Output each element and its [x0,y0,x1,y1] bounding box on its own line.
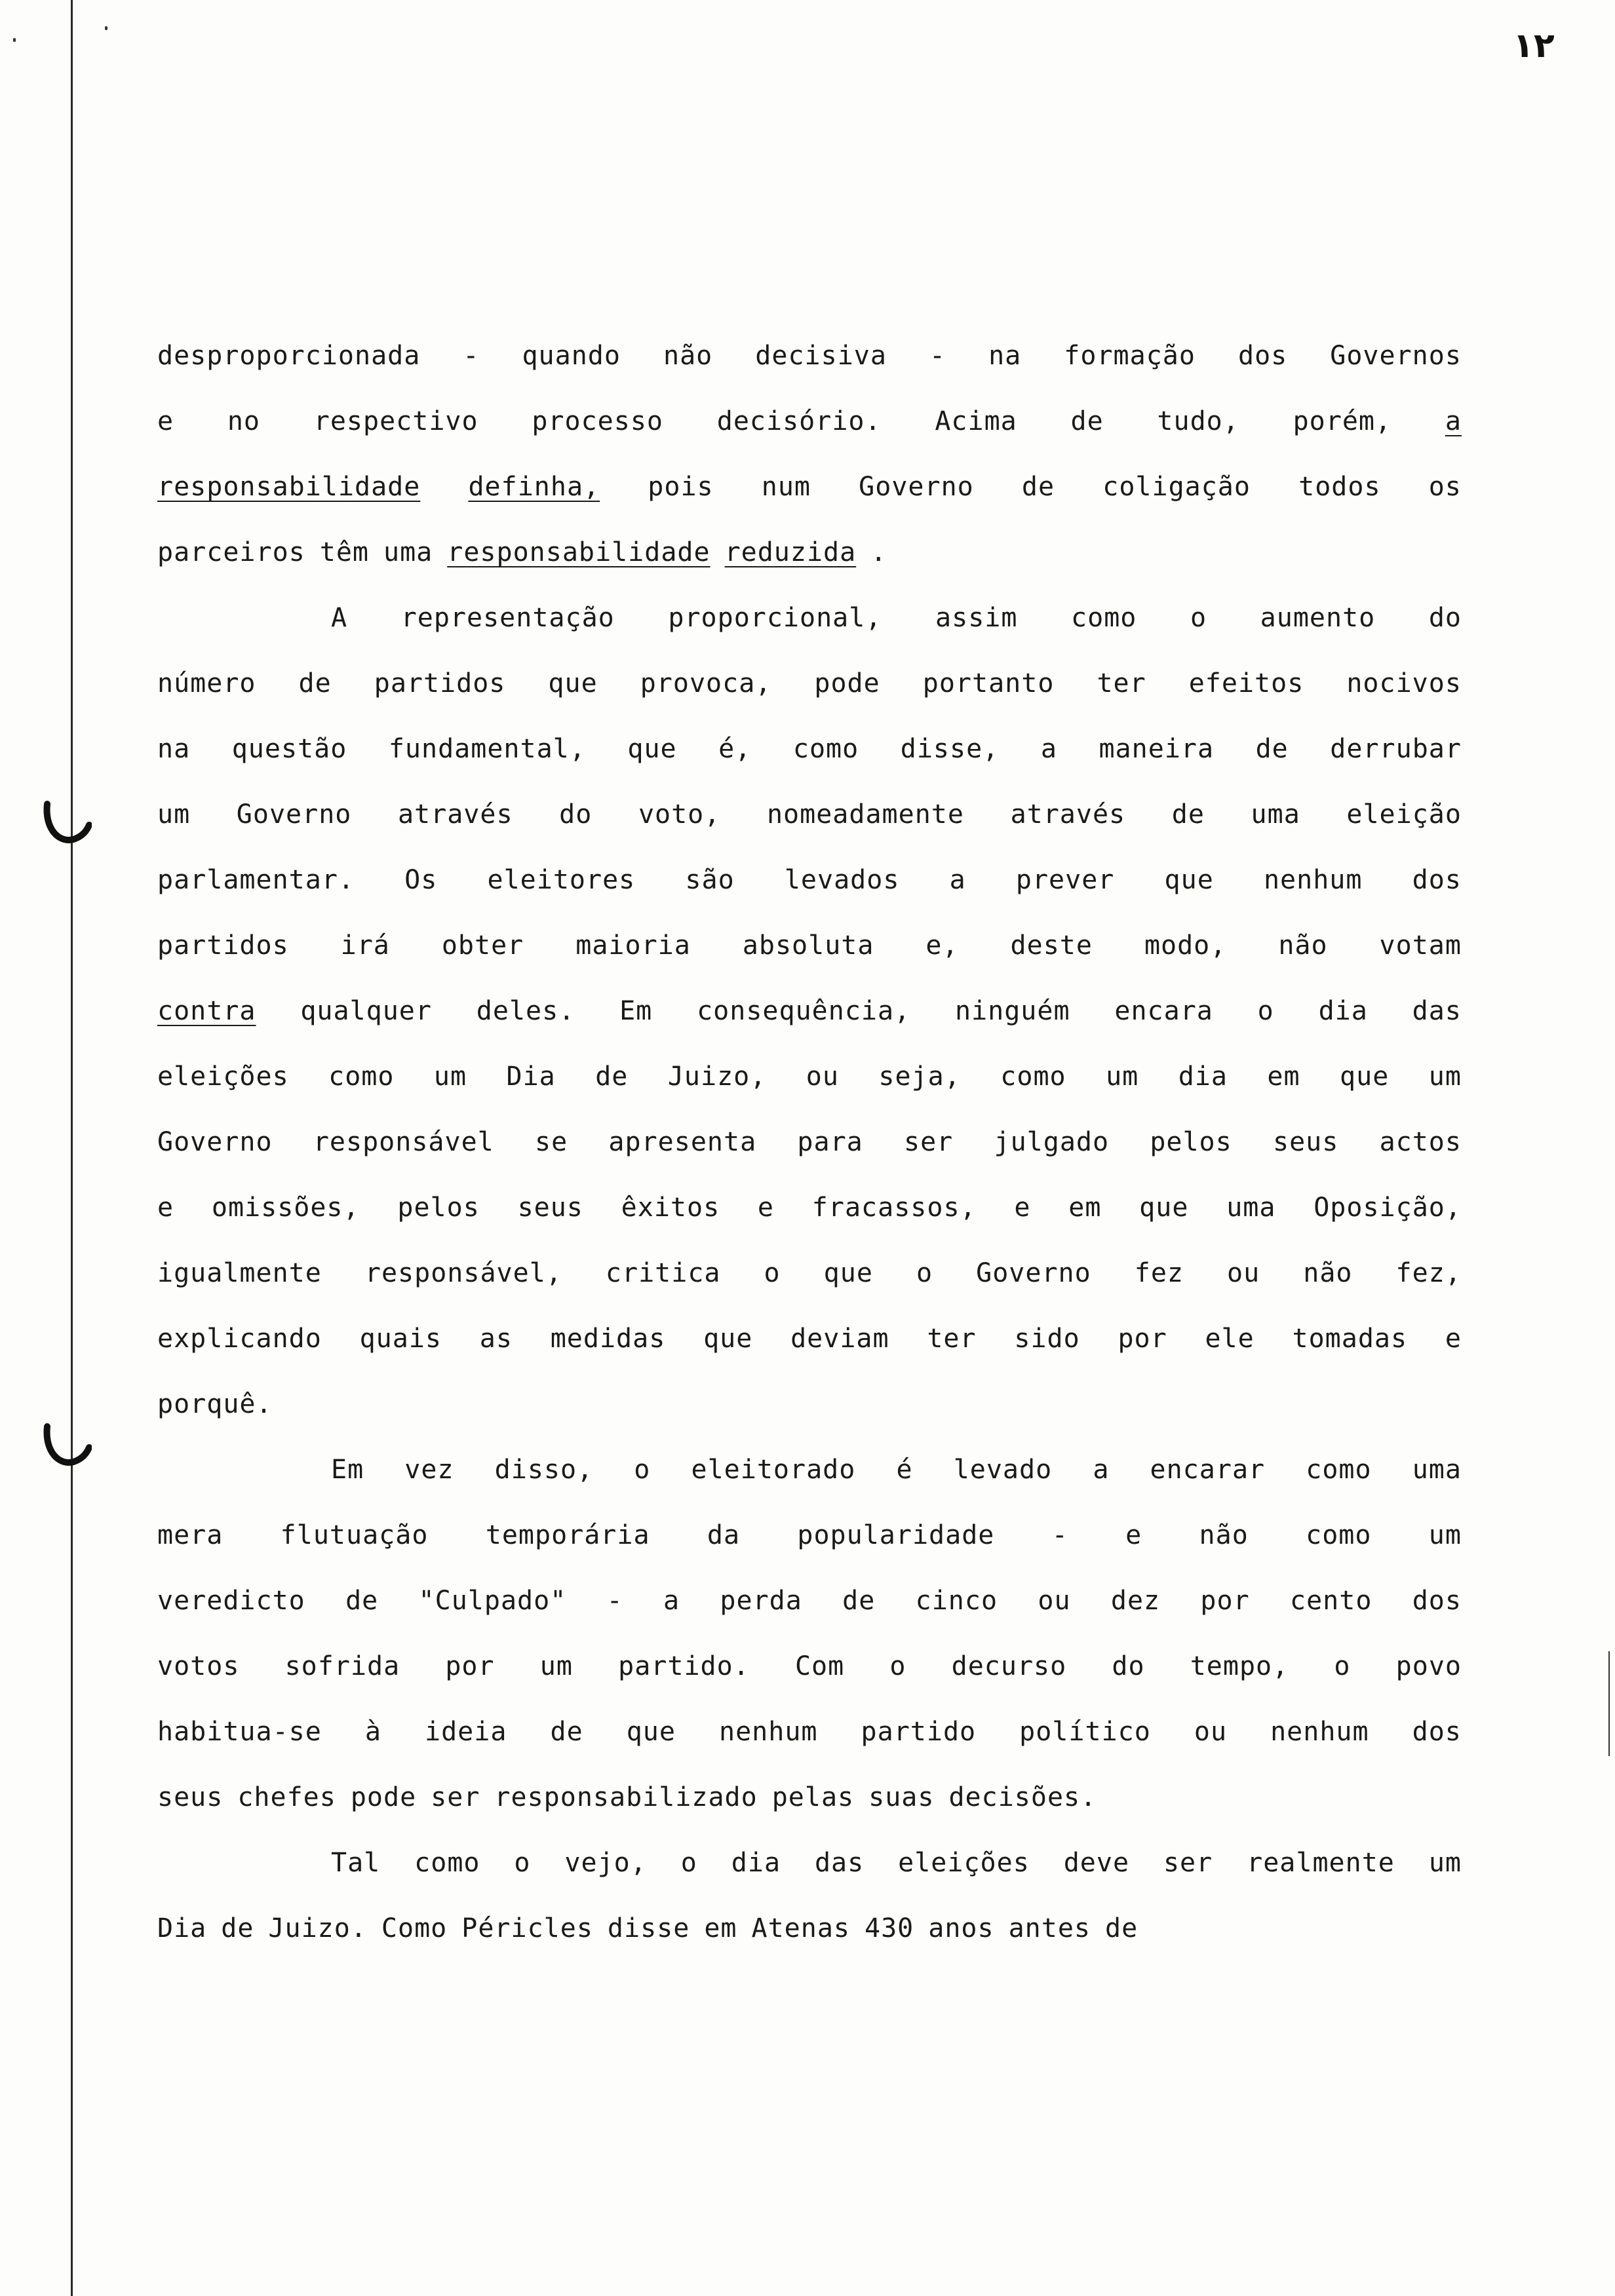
word: das [1412,996,1462,1026]
word: porquê. [157,1389,273,1419]
word: e [1014,1193,1031,1223]
text-line [157,1389,1462,1455]
word: como [414,1848,480,1878]
word: um [539,1651,573,1681]
word: provoca, [640,668,772,698]
word: o [916,1258,933,1288]
word: nenhum [719,1717,818,1747]
word: as [479,1324,513,1354]
word: Os [404,865,438,895]
word: responsabilizado [494,1782,758,1812]
word: formação [1064,341,1196,371]
word: - [1051,1520,1068,1550]
word: cinco [915,1586,998,1616]
paragraph [157,603,1462,1455]
text-line [157,406,1462,472]
word: de [1105,1913,1138,1943]
word: um [433,1062,467,1092]
word: veredicto [157,1586,305,1616]
text-line [157,1520,1462,1586]
word: dia [731,1848,781,1878]
word: Juizo, [667,1062,767,1092]
word: dos [1412,865,1462,895]
word: Dia [506,1062,556,1092]
word: Juizo. [268,1913,367,1943]
word: que [703,1324,753,1354]
word: número [157,668,256,698]
word: eleições [898,1848,1030,1878]
word: deviam [790,1324,889,1354]
word: têm [319,537,369,567]
word: em [1267,1062,1300,1092]
word: que [1340,1062,1390,1092]
word: disso, [494,1455,594,1485]
word: pode [350,1782,417,1812]
word: Em [619,996,653,1026]
word: tomadas [1292,1324,1408,1354]
word: suas [868,1782,935,1812]
word: nomeadamente [766,799,964,830]
word: votos [157,1651,240,1681]
word: levados [784,865,900,895]
word: questão [231,734,347,764]
word: é, [718,734,752,764]
word: por [445,1651,495,1681]
word: e [757,1193,775,1223]
word: da [707,1520,741,1550]
word: dos [1412,1717,1462,1747]
text-line [157,865,1462,930]
word: explicando [157,1324,322,1354]
word: todos [1298,472,1381,502]
word: o [764,1258,781,1288]
word: medidas [550,1324,666,1354]
text-line [157,1324,1462,1389]
paragraph [157,341,1462,603]
text-line [157,1848,1462,1913]
word: decisiva [755,341,887,371]
word: realmente [1247,1848,1395,1878]
word: um [1106,1062,1139,1092]
word: seus [1272,1127,1339,1157]
text-line [157,1193,1462,1258]
word: que [1139,1193,1189,1223]
word: o [514,1848,531,1878]
word: disse [607,1913,690,1943]
word: coligação [1102,472,1251,502]
word: do [1112,1651,1145,1681]
word: critica [605,1258,721,1288]
word: e, [925,930,959,961]
word: voto, [638,799,721,830]
word: Governo [976,1258,1091,1288]
word: pelos [1150,1127,1232,1157]
word: de [1255,734,1289,764]
word: a [949,865,966,895]
word: ideia [425,1717,507,1747]
word: que [548,668,598,698]
word: consequência, [697,996,911,1026]
word: a [1093,1455,1110,1485]
word: dos [1412,1586,1462,1616]
word: anos [928,1913,994,1943]
word: parceiros [157,537,305,567]
word: pelos [397,1193,480,1223]
text-line [157,1586,1462,1651]
word: maioria [575,930,691,961]
text-line [157,1455,1462,1520]
word: efeitos [1188,668,1304,698]
text-line [157,1717,1462,1782]
word: encara [1114,996,1213,1026]
word: Como [381,1913,448,1943]
scan-speck [13,38,16,42]
word: - [606,1586,623,1616]
word: qualquer [300,996,432,1026]
word: partidos [374,668,506,698]
word: em [704,1913,737,1943]
word: de [1171,799,1205,830]
word: ele [1205,1324,1255,1354]
word: responsável [313,1127,494,1157]
word: irá [340,930,390,961]
word: se [534,1127,568,1157]
page-number: ١٢ [1513,26,1555,66]
word: e [1125,1520,1142,1550]
underlined-word: responsabilidade [447,537,710,567]
word: portanto [922,668,1055,698]
word: tempo, [1190,1651,1289,1681]
word: - [463,341,480,371]
word: chefes [237,1782,336,1812]
word: político [1019,1717,1151,1747]
word: ou [1194,1717,1228,1747]
word: eleições [157,1062,289,1092]
word: respectivo [313,406,478,436]
word: o [1334,1651,1351,1681]
word: partidos [157,930,289,961]
word: fundamental, [388,734,586,764]
word: de [1070,406,1104,436]
word: ou [1227,1258,1260,1288]
word: actos [1379,1127,1462,1157]
word: fez, [1395,1258,1462,1288]
word: obter [441,930,524,961]
word: nenhum [1263,865,1363,895]
word: modo, [1144,930,1227,961]
text-line [157,472,1462,537]
word: os [1428,472,1462,502]
word: absoluta [742,930,874,961]
word: Acima [935,406,1017,436]
word: ninguém [954,996,1070,1026]
word: que [1164,865,1214,895]
word: deste [1010,930,1093,961]
word: uma [1251,799,1300,830]
word: é [896,1455,913,1485]
word: votam [1379,930,1462,961]
text-line [157,1062,1462,1127]
word: maneira [1099,734,1215,764]
word: por [1200,1586,1250,1616]
word: deve [1063,1848,1130,1878]
word: através [1010,799,1126,830]
word: nenhum [1270,1717,1369,1747]
word: para [797,1127,863,1157]
word: não [663,341,713,371]
word: de [345,1586,379,1616]
word: sofrida [284,1651,400,1681]
word: omissões, [211,1193,360,1223]
word: habitua-se [157,1717,322,1747]
word: eleitorado [691,1455,856,1485]
word: ter [1097,668,1146,698]
text-line [157,1782,1462,1848]
word: no [227,406,261,436]
word: uma [1412,1455,1462,1485]
word: ou [806,1062,839,1092]
word: através [397,799,513,830]
word: seus [517,1193,583,1223]
word: em [1068,1193,1102,1223]
word: não [1199,1520,1249,1550]
word: ser [903,1127,954,1157]
word: como [1000,1062,1066,1092]
word: um [1428,1848,1462,1878]
word: Governo [236,799,352,830]
word: perda [720,1586,802,1616]
word: como [1306,1455,1372,1485]
word: fez [1134,1258,1184,1288]
text-line [157,668,1462,734]
word: "Culpado" [418,1586,567,1616]
word: de [550,1717,583,1747]
word: vejo, [564,1848,647,1878]
word: Dia [157,1913,207,1943]
word: de [1021,472,1055,502]
punch-hole-mark [39,796,92,849]
word: flutuação [280,1520,429,1550]
word: de [842,1586,876,1616]
word: Péricles [461,1913,593,1943]
underlined-word: responsabilidade [157,472,421,502]
word: um [1428,1520,1462,1550]
word: tudo, [1157,406,1239,436]
word: das [814,1848,865,1878]
word: do [559,799,593,830]
text-line [157,603,1462,668]
word: eleitores [487,865,636,895]
word: 430 [865,1913,914,1943]
word: derrubar [1330,734,1462,764]
word: Atenas [751,1913,850,1943]
word: o [680,1848,697,1878]
word: partido. [618,1651,750,1681]
word: sido [1014,1324,1080,1354]
word: e [157,1193,174,1223]
word: como [328,1062,395,1092]
word: eleição [1346,799,1462,830]
text-line [157,734,1462,799]
word: não [1278,930,1328,961]
word: partido [861,1717,977,1747]
word: povo [1395,1651,1462,1681]
word: temporária [485,1520,650,1550]
word: seja, [878,1062,961,1092]
word: não [1303,1258,1353,1288]
word: êxitos [621,1193,720,1223]
word: julgado [994,1127,1110,1157]
word: Governo [157,1127,273,1157]
text-line [157,1913,1462,1979]
word: pelas [771,1782,855,1812]
word: do [1428,603,1462,633]
text-line [157,930,1462,996]
word: na [157,734,191,764]
word: ser [431,1782,480,1812]
document-body [157,341,1462,1979]
word: encarar [1150,1455,1266,1485]
word: Governo [859,472,974,502]
word: o [1190,603,1207,633]
word: disse, [900,734,1000,764]
word: por [1118,1324,1167,1354]
word: decisões. [948,1782,1097,1812]
word: Tal [331,1848,381,1878]
word: de [298,668,332,698]
text-line [157,341,1462,406]
word: A [331,603,348,633]
word: que [823,1258,873,1288]
word: Com [794,1651,845,1681]
word: apresenta [608,1127,757,1157]
word: de [595,1062,629,1092]
word: - [929,341,946,371]
text-line [157,1127,1462,1193]
word: e [1445,1324,1462,1354]
word: nocivos [1346,668,1462,698]
word: à [364,1717,381,1747]
word: porém, [1293,406,1392,436]
word: aumento [1260,603,1376,633]
text-line [157,996,1462,1062]
word: ou [1038,1586,1071,1616]
underlined-word: definha, [468,472,600,502]
word: um [1428,1062,1462,1092]
text-line [157,799,1462,865]
word: como [792,734,859,764]
word: ser [1163,1848,1213,1878]
word: dos [1237,341,1288,371]
word: como [1306,1520,1372,1550]
word: desproporcionada [157,341,421,371]
word: a [1040,734,1057,764]
word: Em [331,1455,364,1485]
underlined-word: contra [157,996,256,1026]
underlined-word: a [1445,406,1462,436]
word: dia [1318,996,1368,1026]
word: processo [532,406,663,436]
text-line [157,1258,1462,1324]
word: levado [953,1455,1053,1485]
word: uma [1226,1193,1276,1223]
word: e [157,406,174,436]
word: que [627,734,677,764]
word: responsável, [364,1258,562,1288]
word: um [157,799,191,830]
word: cento [1289,1586,1372,1616]
word: parlamentar. [157,865,355,895]
word: mera [157,1520,224,1550]
word: pois [648,472,714,502]
word: a [663,1586,680,1616]
left-margin-rule [71,0,73,2296]
word: quando [522,341,621,371]
word: decisório. [716,406,882,436]
word: num [761,472,811,502]
word: vez [404,1455,454,1485]
word: igualmente [157,1258,322,1288]
word: são [685,865,735,895]
word: decurso [951,1651,1067,1681]
word: o [889,1651,906,1681]
scan-speck [105,26,107,30]
word: seus [157,1782,224,1812]
word: na [988,341,1022,371]
word: . [870,537,887,567]
word: popularidade [797,1520,995,1550]
word: Governos [1330,341,1462,371]
paragraph [157,1455,1462,1848]
word: assim [935,603,1018,633]
word: o [634,1455,651,1485]
word: o [1257,996,1274,1026]
paragraph [157,1848,1462,1979]
word: proporcional, [668,603,882,633]
right-edge-mark [1608,1651,1610,1756]
word: ter [927,1324,977,1354]
word: pode [814,668,880,698]
word: antes [1008,1913,1091,1943]
punch-hole-mark [39,1419,92,1471]
word: representação [400,603,615,633]
word: fracassos, [811,1193,977,1223]
word: deles. [476,996,575,1026]
word: quais [359,1324,442,1354]
text-line [157,1651,1462,1717]
underlined-word: reduzida [724,537,857,567]
word: dez [1110,1586,1161,1616]
word: uma [383,537,433,567]
word: que [626,1717,676,1747]
word: de [221,1913,254,1943]
word: dia [1178,1062,1228,1092]
word: Oposição, [1313,1193,1462,1223]
word: prever [1015,865,1115,895]
text-line [157,537,1462,603]
word: como [1071,603,1137,633]
